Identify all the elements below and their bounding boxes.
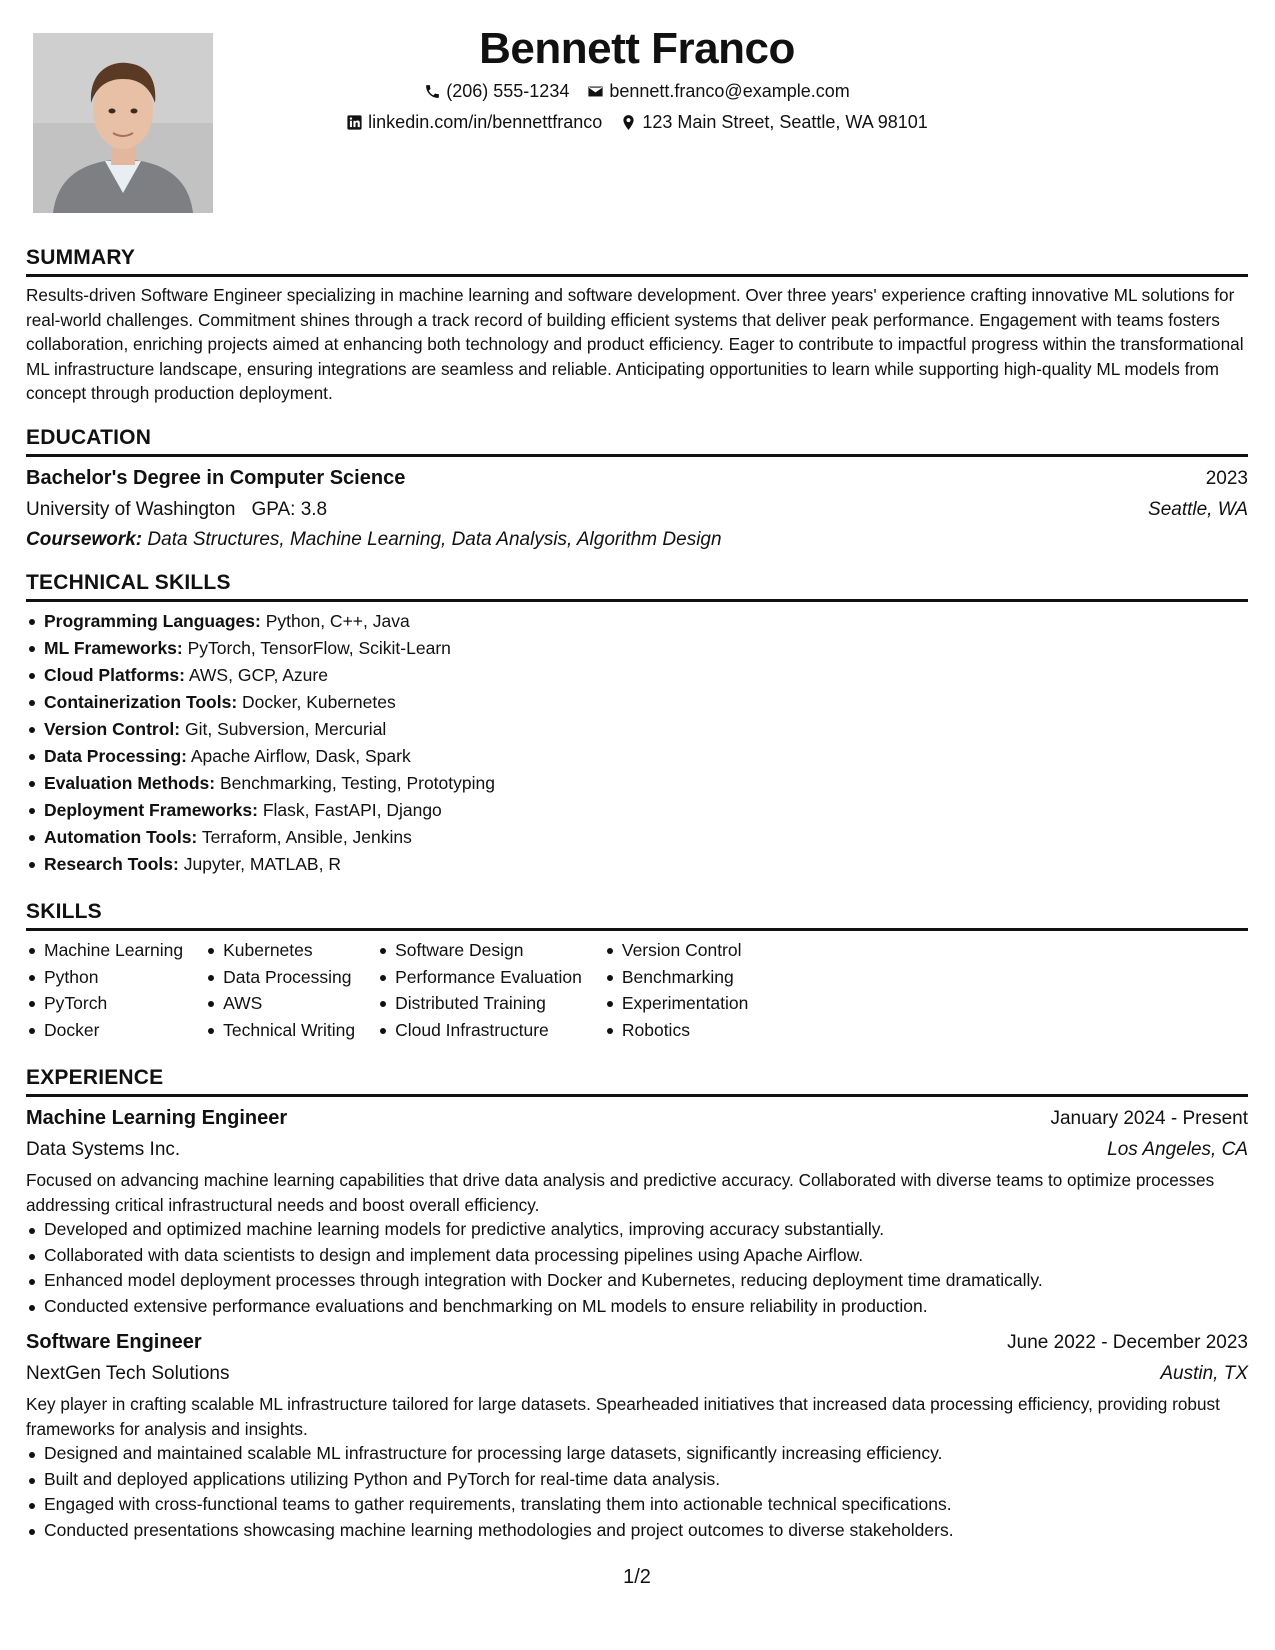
job-entry — [26, 1327, 1248, 1543]
list-item: Software Design — [377, 937, 582, 964]
job-company: NextGen Tech Solutions — [26, 1363, 230, 1384]
job-entry — [26, 1103, 1248, 1319]
list-item: Built and deployed applications utilizing Python and PyTorch for real-time data analysis. — [26, 1467, 1248, 1493]
list-item: AWS — [205, 990, 355, 1017]
list-item: Collaborated with data scientists to design and implement data processing pipelines using Apache Airflow. — [26, 1243, 1248, 1269]
job-bullets — [26, 1441, 1248, 1543]
coursework — [26, 525, 1248, 555]
list-item: Developed and optimized machine learning models for predictive analytics, improving accuracy substantially. — [26, 1217, 1248, 1243]
list-item: Robotics — [604, 1017, 748, 1044]
list-item: Evaluation Methods: Benchmarking, Testing, Prototyping — [26, 770, 1248, 797]
school-row — [26, 494, 1248, 525]
technical-skills-list — [26, 608, 1248, 878]
school-name: University of Washington — [26, 499, 236, 520]
job-bullets — [26, 1217, 1248, 1319]
list-item: Python — [26, 964, 183, 991]
skills-column — [26, 937, 183, 1043]
summary-text: Results-driven Software Engineer specializing in machine learning and software development. Over three years' experience crafting innovative ML solutions for real-world challenges. Commitment shines through a track record of building efficient systems that deliver peak performance. Engagement with teams fosters collaboration, enriching projects aimed at enhancing both technology and product efficiency. Eager to contribute to impactful progress within the transformational ML infrastructure landscape, ensuring integrations are seamless and reliable. Anticipating opportunities to learn while supporting high-quality ML models from concept through production deployment. — [26, 285, 1244, 403]
list-item: Cloud Infrastructure — [377, 1017, 582, 1044]
list-item: Conducted presentations showcasing machine learning methodologies and project outcomes to diverse stakeholders. — [26, 1518, 1248, 1544]
skills-section — [26, 898, 1248, 1043]
education-section — [26, 424, 1248, 555]
job-company-row — [26, 1134, 1248, 1165]
list-item: Cloud Platforms: AWS, GCP, Azure — [26, 662, 1248, 689]
envelope-icon — [587, 83, 604, 100]
job-header-row — [26, 1327, 1248, 1358]
address-contact — [620, 107, 928, 138]
email-contact[interactable] — [587, 76, 849, 107]
skills-column — [205, 937, 355, 1043]
education-heading: EDUCATION — [26, 424, 1248, 457]
contact-row-2 — [26, 107, 1248, 138]
job-dates: June 2022 - December 2023 — [1007, 1332, 1248, 1353]
list-item: Data Processing — [205, 964, 355, 991]
list-item: Containerization Tools: Docker, Kubernetes — [26, 689, 1248, 716]
linkedin-text: linkedin.com/in/bennettfranco — [368, 112, 603, 132]
skills-column — [377, 937, 582, 1043]
degree: Bachelor's Degree in Computer Science — [26, 467, 406, 489]
contact-row-1 — [26, 76, 1248, 107]
job-title: Software Engineer — [26, 1331, 202, 1353]
list-item: Designed and maintained scalable ML infrastructure for processing large datasets, significantly increasing efficiency. — [26, 1441, 1248, 1467]
list-item: ML Frameworks: PyTorch, TensorFlow, Scikit-Learn — [26, 635, 1248, 662]
summary-section — [26, 244, 1248, 406]
job-company-row — [26, 1358, 1248, 1389]
graduation-year: 2023 — [1205, 468, 1248, 489]
technical-skills-section — [26, 569, 1248, 878]
list-item: Version Control — [604, 937, 748, 964]
skills-column — [604, 937, 748, 1043]
list-item: Research Tools: Jupyter, MATLAB, R — [26, 851, 1248, 878]
list-item: Kubernetes — [205, 937, 355, 964]
list-item: Experimentation — [604, 990, 748, 1017]
resume-page — [26, 0, 1248, 1650]
list-item: Deployment Frameworks: Flask, FastAPI, Django — [26, 797, 1248, 824]
list-item: Version Control: Git, Subversion, Mercurial — [26, 716, 1248, 743]
experience-heading: EXPERIENCE — [26, 1064, 1248, 1097]
coursework-label: Coursework: — [26, 529, 143, 550]
linkedin-icon — [346, 114, 363, 131]
list-item: Engaged with cross-functional teams to gather requirements, translating them into actionable technical specifications. — [26, 1492, 1248, 1518]
list-item: Conducted extensive performance evaluations and benchmarking on ML models to ensure reliability in production. — [26, 1294, 1248, 1320]
gpa: GPA: 3.8 — [251, 499, 328, 520]
list-item: PyTorch — [26, 990, 183, 1017]
job-dates: January 2024 - Present — [1050, 1108, 1248, 1129]
phone-contact — [424, 76, 569, 107]
list-item: Programming Languages: Python, C++, Java — [26, 608, 1248, 635]
summary-heading: SUMMARY — [26, 244, 1248, 277]
list-item: Enhanced model deployment processes through integration with Docker and Kubernetes, reducing deployment time dramatically. — [26, 1268, 1248, 1294]
list-item: Machine Learning — [26, 937, 183, 964]
resume-header — [26, 22, 1248, 138]
list-item: Distributed Training — [377, 990, 582, 1017]
address-text: 123 Main Street, Seattle, WA 98101 — [642, 112, 928, 132]
phone-icon — [424, 83, 441, 100]
school-info — [26, 494, 327, 525]
list-item: Benchmarking — [604, 964, 748, 991]
job-title: Machine Learning Engineer — [26, 1107, 288, 1129]
linkedin-contact[interactable] — [346, 107, 602, 138]
location-pin-icon — [620, 114, 637, 131]
coursework-list: Data Structures, Machine Learning, Data Analysis, Algorithm Design — [147, 529, 722, 550]
skills-columns — [26, 937, 1248, 1043]
list-item: Docker — [26, 1017, 183, 1044]
school-location: Seattle, WA — [1148, 499, 1248, 520]
skills-heading: SKILLS — [26, 898, 1248, 931]
list-item: Data Processing: Apache Airflow, Dask, Spark — [26, 743, 1248, 770]
education-row — [26, 463, 1248, 494]
job-summary: Key player in crafting scalable ML infrastructure tailored for large datasets. Spearheaded initiatives that increased data processing efficiency, providing robust frameworks for analysis and insights. — [26, 1394, 1220, 1439]
job-location: Los Angeles, CA — [1107, 1139, 1248, 1160]
email-text: bennett.franco@example.com — [609, 81, 850, 101]
candidate-name: Bennett Franco — [479, 24, 795, 73]
experience-section — [26, 1064, 1248, 1543]
job-summary: Focused on advancing machine learning capabilities that drive data analysis and predictive accuracy. Collaborated with diverse teams to optimize processes addressing critical infrastructural needs and boost overall efficiency. — [26, 1170, 1215, 1215]
list-item: Technical Writing — [205, 1017, 355, 1044]
technical-skills-heading: TECHNICAL SKILLS — [26, 569, 1248, 602]
job-header-row — [26, 1103, 1248, 1134]
list-item: Performance Evaluation — [377, 964, 582, 991]
phone-text: (206) 555-1234 — [446, 81, 570, 101]
page-number: 1/2 — [623, 1566, 651, 1588]
job-location: Austin, TX — [1160, 1363, 1248, 1384]
list-item: Automation Tools: Terraform, Ansible, Jenkins — [26, 824, 1248, 851]
job-company: Data Systems Inc. — [26, 1139, 181, 1160]
